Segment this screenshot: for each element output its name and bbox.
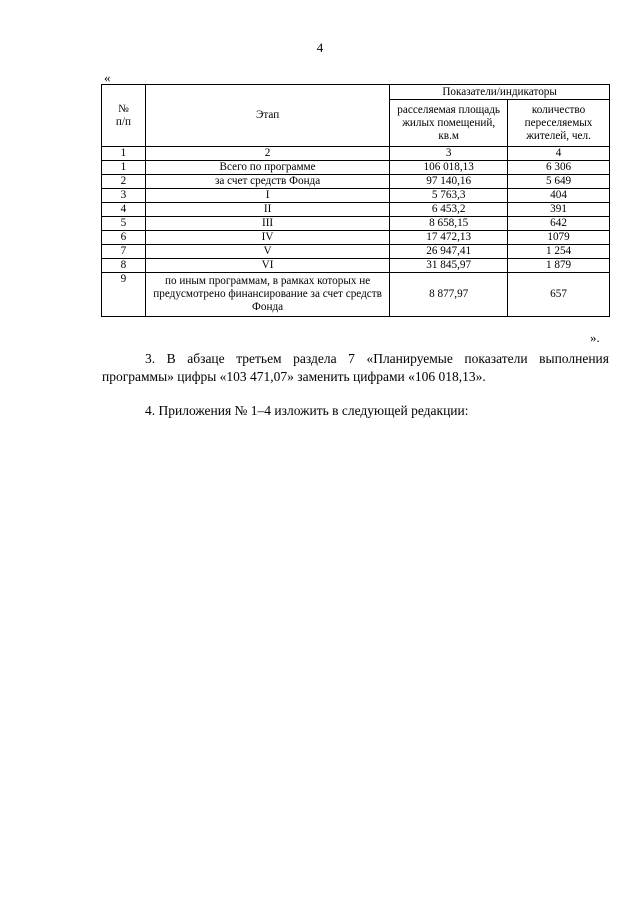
table-cell: 5 <box>102 217 146 231</box>
table-row <box>102 217 610 231</box>
table-cell: VI <box>145 259 389 273</box>
table-cell: 4 <box>508 147 610 161</box>
table-cell: 1 879 <box>508 259 610 273</box>
table-cell: за счет средств Фонда <box>145 175 389 189</box>
table-cell: 8 877,97 <box>390 273 508 317</box>
table-cell: 31 845,97 <box>390 259 508 273</box>
table-cell: 657 <box>508 273 610 317</box>
closing-quote: ». <box>590 330 600 345</box>
table-cell: 1 <box>102 161 146 175</box>
table-cell: 1079 <box>508 231 610 245</box>
table-cell: 2 <box>145 147 389 161</box>
table-cell: 3 <box>102 189 146 203</box>
table-cell: 5 763,3 <box>390 189 508 203</box>
table-cell: 97 140,16 <box>390 175 508 189</box>
table-cell: 6 <box>102 231 146 245</box>
table-cell: 6 306 <box>508 161 610 175</box>
table-cell: II <box>145 203 389 217</box>
table-cell: I <box>145 189 389 203</box>
opening-quote: « <box>104 70 111 85</box>
table-cell: 5 649 <box>508 175 610 189</box>
header-num: № п/п <box>102 85 146 147</box>
table-cell: V <box>145 245 389 259</box>
table-cell: 642 <box>508 217 610 231</box>
table-cell: 391 <box>508 203 610 217</box>
table-row <box>102 189 610 203</box>
table-cell: IV <box>145 231 389 245</box>
table-row <box>102 175 610 189</box>
table-cell: 9 <box>102 273 146 317</box>
table-cell: III <box>145 217 389 231</box>
table-cell: 7 <box>102 245 146 259</box>
indicators-table <box>101 84 610 317</box>
table-cell: 106 018,13 <box>390 161 508 175</box>
table-cell: 8 658,15 <box>390 217 508 231</box>
paragraph-4: 4. Приложения № 1–4 изложить в следующей редакции: <box>145 403 469 418</box>
table-row <box>102 273 610 317</box>
table-cell: 26 947,41 <box>390 245 508 259</box>
index-row <box>102 147 610 161</box>
table-cell: по иным программам, в рамках которых не предусмотрено финансирование за счет средств Фонда <box>145 273 389 317</box>
table-row <box>102 161 610 175</box>
page-number: 4 <box>316 40 324 55</box>
header-area: расселяемая площадь жилых помещений, кв.м <box>390 100 508 147</box>
table-row <box>102 231 610 245</box>
table-row <box>102 203 610 217</box>
table-cell: 2 <box>102 175 146 189</box>
table-cell: 17 472,13 <box>390 231 508 245</box>
header-indicators: Показатели/индикаторы <box>390 85 610 100</box>
table-cell: 4 <box>102 203 146 217</box>
header-residents: количество переселяемых жителей, чел. <box>508 100 610 147</box>
table-cell: 6 453,2 <box>390 203 508 217</box>
table-cell: 3 <box>390 147 508 161</box>
table-cell: 404 <box>508 189 610 203</box>
table-row <box>102 259 610 273</box>
table-cell: Всего по программе <box>145 161 389 175</box>
table-cell: 1 254 <box>508 245 610 259</box>
table-cell: 8 <box>102 259 146 273</box>
header-stage: Этап <box>145 85 389 147</box>
table-cell: 1 <box>102 147 146 161</box>
paragraph-3: 3. В абзаце третьем раздела 7 «Планируемые показатели выполнения программы» цифры «103 471,07» заменить цифрами «106 018,13». <box>102 351 609 384</box>
table-row <box>102 245 610 259</box>
